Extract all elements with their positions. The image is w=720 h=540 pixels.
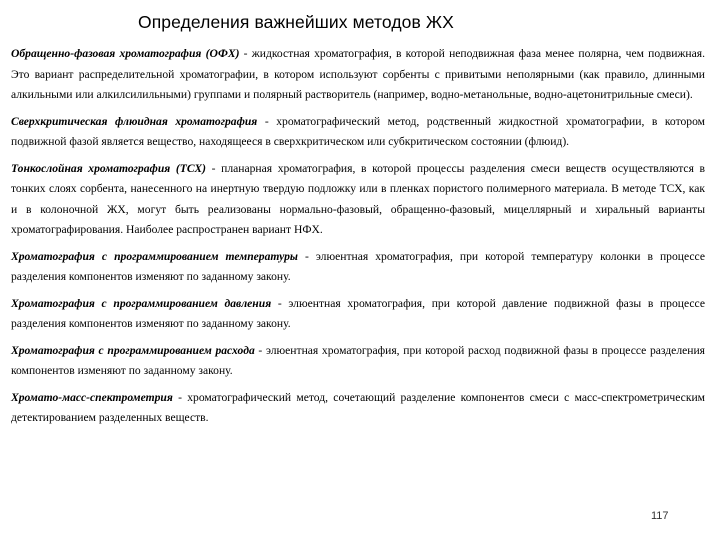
definition-pressure-programming <box>11 294 705 335</box>
definition-tlc <box>11 159 705 241</box>
definition-text: - элюентная хроматография, при которой давление подвижной фазы в процессе разделения компонентов изменяют по заданному закону. <box>11 296 705 330</box>
definition-term: Сверхкритическая флюидная хроматография <box>11 114 258 128</box>
definition-supercritical <box>11 112 705 153</box>
definition-term: Обращенно-фазовая хроматография (ОФХ) <box>11 47 240 60</box>
definition-text: - жидкостная хроматография, в которой неподвижная фаза менее полярна, чем подвижная. Это вариант распределительной хроматографии, в котором используют сорбенты с привитыми неполярными (как правило, длинными алкильными или алкилсилильными) группами и полярный растворитель (например, водно-метанольные, водно-ацетонитрильные смеси). <box>11 47 705 101</box>
definition-temperature-programming <box>11 247 705 288</box>
definition-term: Тонкослойная хроматография (ТСХ) <box>11 161 206 175</box>
definition-gc-ms <box>11 388 705 429</box>
definition-text: - элюентная хроматография, при которой температуру колонки в процессе разделения компонентов изменяют по заданному закону. <box>11 249 705 283</box>
definition-term: Хроматография с программированием давления <box>11 296 272 310</box>
definition-flow-programming <box>11 341 705 382</box>
definition-text: - планарная хроматография, в которой процессы разделения смеси веществ осуществляются в тонких слоях сорбента, нанесенного на инертную твердую подложку или в пленках пористого полимерного материала. В методе ТСХ, как и в колоночной ЖХ, могут быть реализованы нормально-фазовый, обращенно-фазовый, мицеллярный и хиральный варианты хроматографирования. Наиболее распространен вариант НФХ. <box>11 161 705 236</box>
page-number: 117 <box>651 510 669 522</box>
definition-term: Хроматография с программированием расхода <box>11 343 255 357</box>
definition-text: - хроматографический метод, родственный жидкостной хроматографии, в котором подвижной фазой является вещество, находящееся в сверхкритическом или субкритическом состоянии (флюид). <box>11 114 705 148</box>
definition-text: - хроматографический метод, сочетающий разделение компонентов смеси с масс-спектрометрическим детектированием разделенных веществ. <box>11 390 705 424</box>
definition-ofh <box>11 44 705 106</box>
definitions-list <box>11 44 705 435</box>
definition-term: Хроматография с программированием температуры <box>11 249 298 263</box>
definition-term: Хромато-масс-спектрометрия <box>11 390 173 404</box>
definition-text: - элюентная хроматография, при которой расход подвижной фазы в процессе разделения компонентов изменяют по заданному закону. <box>11 343 705 377</box>
slide-title: Определения важнейших методов ЖХ <box>138 12 454 32</box>
